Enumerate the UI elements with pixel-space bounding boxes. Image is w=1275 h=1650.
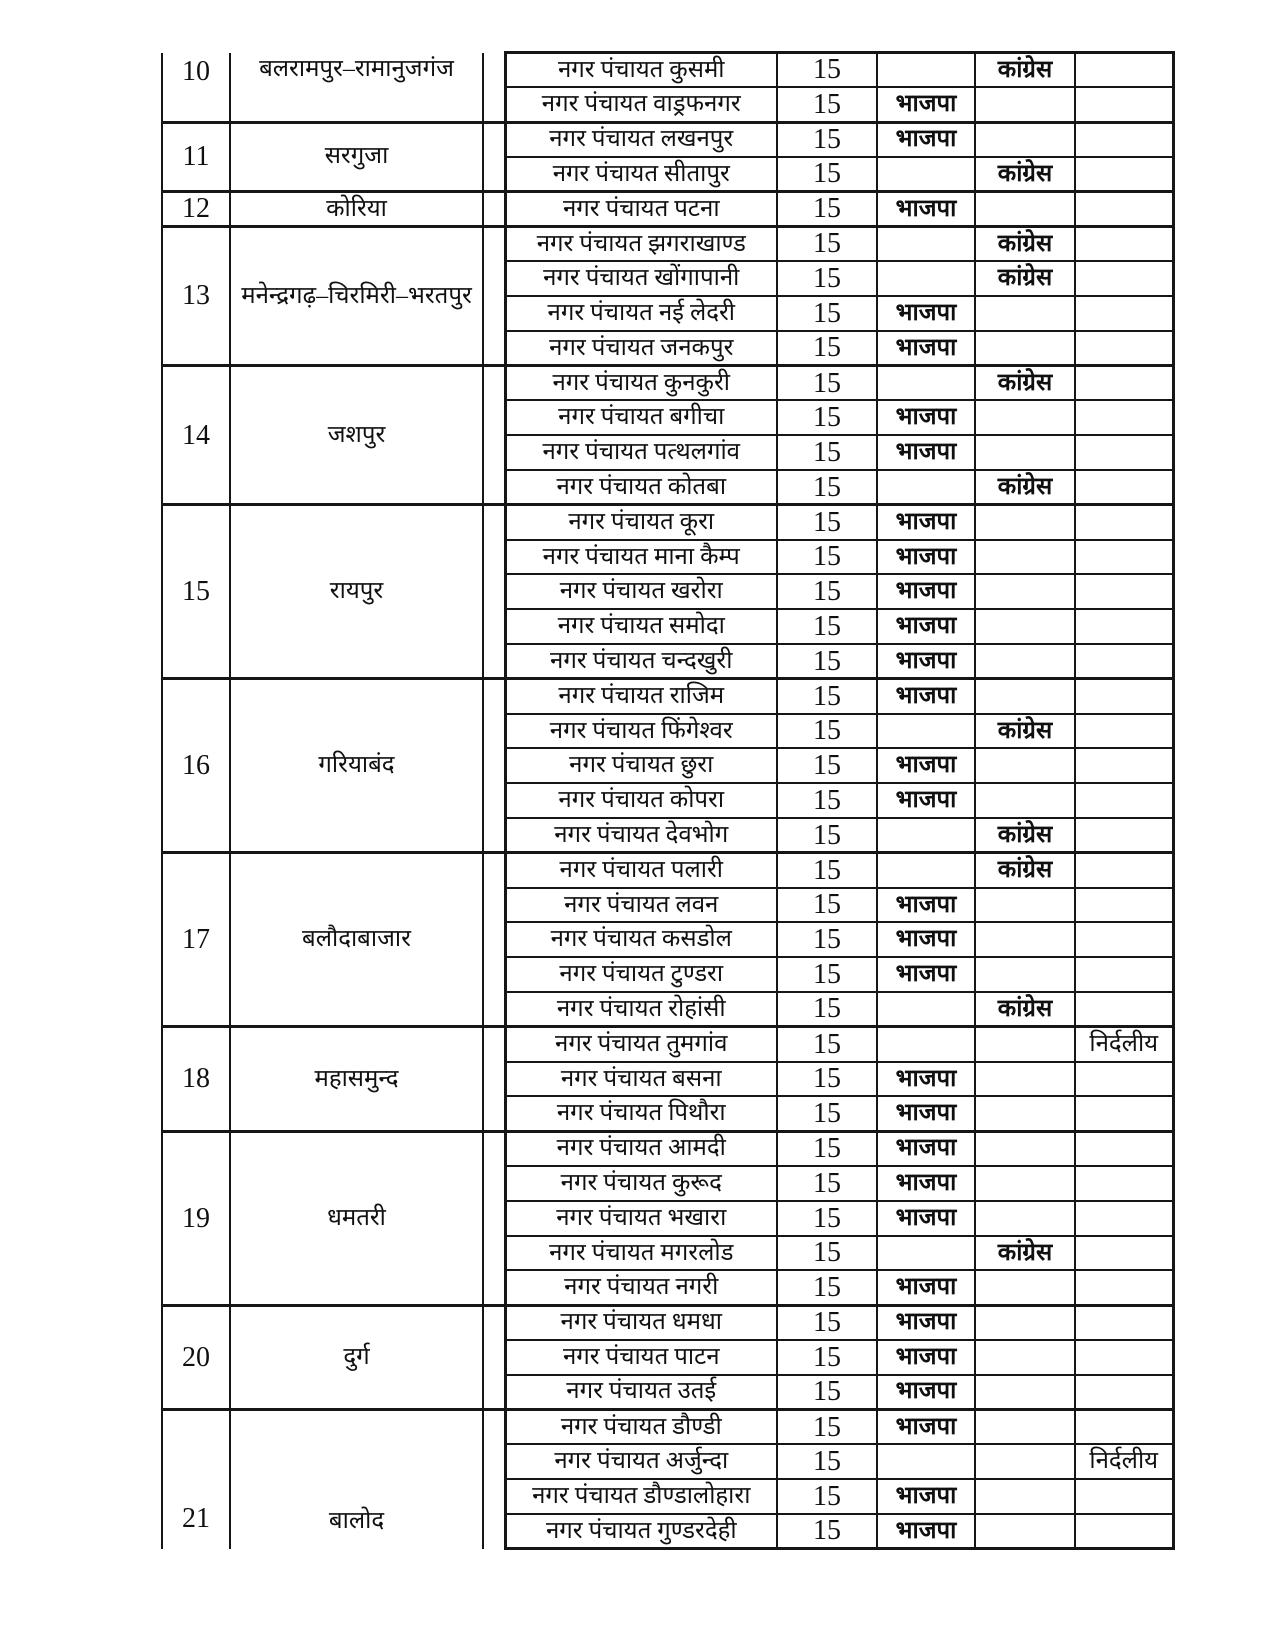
column-gutter (483, 1027, 505, 1131)
congress-result-cell (975, 1027, 1075, 1062)
bjp-result-cell (877, 261, 975, 296)
congress-result-cell: कांग्रेस (975, 470, 1075, 505)
nagar-panchayat-cell: नगर पंचायत कोतबा (505, 470, 777, 505)
independent-result-cell (1075, 261, 1173, 296)
bjp-result-cell: भाजपा (877, 87, 975, 122)
serial-number-cell: 11 (162, 122, 230, 192)
bjp-result-cell: भाजपा (877, 192, 975, 227)
independent-result-cell (1075, 192, 1173, 227)
serial-number-cell: 14 (162, 366, 230, 505)
serial-number-cell: 20 (162, 1305, 230, 1409)
independent-result-cell (1075, 1514, 1173, 1549)
column-gutter (483, 192, 505, 227)
independent-result-cell (1075, 679, 1173, 714)
nagar-panchayat-cell: नगर पंचायत टुण्डरा (505, 957, 777, 992)
congress-result-cell: कांग्रेस (975, 53, 1075, 88)
independent-result-cell (1075, 1131, 1173, 1166)
district-cell: जशपुर (230, 366, 483, 505)
bjp-result-cell (877, 714, 975, 749)
congress-result-cell (975, 1270, 1075, 1305)
seats-cell: 15 (777, 957, 877, 992)
seats-cell: 15 (777, 992, 877, 1027)
seats-cell: 15 (777, 505, 877, 540)
district-cell: बलौदाबाजार (230, 853, 483, 1027)
congress-result-cell (975, 505, 1075, 540)
bjp-result-cell (877, 1236, 975, 1271)
congress-result-cell (975, 783, 1075, 818)
nagar-panchayat-cell: नगर पंचायत सीतापुर (505, 157, 777, 192)
column-gutter (483, 505, 505, 679)
congress-result-cell (975, 1479, 1075, 1514)
independent-result-cell (1075, 400, 1173, 435)
nagar-panchayat-cell: नगर पंचायत अर्जुन्दा (505, 1444, 777, 1479)
independent-result-cell (1075, 1062, 1173, 1097)
congress-result-cell: कांग्रेस (975, 818, 1075, 853)
nagar-panchayat-cell: नगर पंचायत फिंगेश्वर (505, 714, 777, 749)
seats-cell: 15 (777, 1166, 877, 1201)
bjp-result-cell: भाजपा (877, 1270, 975, 1305)
seats-cell: 15 (777, 1444, 877, 1479)
seats-cell: 15 (777, 783, 877, 818)
nagar-panchayat-cell: नगर पंचायत धमधा (505, 1305, 777, 1340)
bjp-result-cell: भाजपा (877, 679, 975, 714)
congress-result-cell (975, 1096, 1075, 1131)
nagar-panchayat-cell: नगर पंचायत पटना (505, 192, 777, 227)
seats-cell: 15 (777, 1305, 877, 1340)
independent-result-cell (1075, 748, 1173, 783)
nagar-panchayat-cell: नगर पंचायत नई लेदरी (505, 296, 777, 331)
congress-result-cell: कांग्रेस (975, 853, 1075, 888)
independent-result-cell (1075, 296, 1173, 331)
independent-result-cell (1075, 957, 1173, 992)
congress-result-cell: कांग्रेस (975, 1236, 1075, 1271)
congress-result-cell (975, 679, 1075, 714)
independent-result-cell (1075, 1236, 1173, 1271)
seats-cell: 15 (777, 1131, 877, 1166)
seats-cell: 15 (777, 853, 877, 888)
bjp-result-cell (877, 1027, 975, 1062)
independent-result-cell (1075, 783, 1173, 818)
congress-result-cell (975, 1305, 1075, 1340)
independent-result-cell: निर्दलीय (1075, 1444, 1173, 1479)
seats-cell: 15 (777, 748, 877, 783)
independent-result-cell (1075, 87, 1173, 122)
independent-result-cell (1075, 922, 1173, 957)
nagar-panchayat-cell: नगर पंचायत पलारी (505, 853, 777, 888)
congress-result-cell: कांग्रेस (975, 714, 1075, 749)
bjp-result-cell: भाजपा (877, 1062, 975, 1097)
bjp-result-cell (877, 818, 975, 853)
congress-result-cell (975, 331, 1075, 366)
bjp-result-cell: भाजपा (877, 957, 975, 992)
nagar-panchayat-cell: नगर पंचायत पिथौरा (505, 1096, 777, 1131)
district-cell: गरियाबंद (230, 679, 483, 853)
bjp-result-cell (877, 157, 975, 192)
serial-number-cell: 15 (162, 505, 230, 679)
congress-result-cell (975, 1201, 1075, 1236)
independent-result-cell (1075, 1096, 1173, 1131)
nagar-panchayat-cell: नगर पंचायत माना कैम्प (505, 540, 777, 575)
column-gutter (483, 122, 505, 192)
seats-cell: 15 (777, 122, 877, 157)
seats-cell: 15 (777, 192, 877, 227)
seats-cell: 15 (777, 679, 877, 714)
nagar-panchayat-cell: नगर पंचायत लवन (505, 888, 777, 923)
column-gutter (483, 1410, 505, 1549)
independent-result-cell (1075, 53, 1173, 88)
bjp-result-cell: भाजपा (877, 540, 975, 575)
seats-cell: 15 (777, 261, 877, 296)
bjp-result-cell: भाजपा (877, 922, 975, 957)
bjp-result-cell (877, 853, 975, 888)
independent-result-cell (1075, 122, 1173, 157)
seats-cell: 15 (777, 1479, 877, 1514)
bjp-result-cell: भाजपा (877, 609, 975, 644)
nagar-panchayat-cell: नगर पंचायत छुरा (505, 748, 777, 783)
bjp-result-cell: भाजपा (877, 783, 975, 818)
nagar-panchayat-cell: नगर पंचायत झगराखाण्ड (505, 226, 777, 261)
bjp-result-cell (877, 1444, 975, 1479)
serial-number-cell: 19 (162, 1131, 230, 1305)
nagar-panchayat-cell: नगर पंचायत कोपरा (505, 783, 777, 818)
district-cell: धमतरी (230, 1131, 483, 1305)
bjp-result-cell: भाजपा (877, 644, 975, 679)
independent-result-cell (1075, 435, 1173, 470)
independent-result-cell (1075, 992, 1173, 1027)
nagar-panchayat-cell: नगर पंचायत डौण्डी (505, 1410, 777, 1445)
bjp-result-cell: भाजपा (877, 1305, 975, 1340)
nagar-panchayat-cell: नगर पंचायत खरोरा (505, 574, 777, 609)
congress-result-cell (975, 1410, 1075, 1445)
congress-result-cell (975, 1131, 1075, 1166)
independent-result-cell (1075, 609, 1173, 644)
nagar-panchayat-cell: नगर पंचायत मगरलोड (505, 1236, 777, 1271)
congress-result-cell: कांग्रेस (975, 157, 1075, 192)
nagar-panchayat-cell: नगर पंचायत कुसमी (505, 53, 777, 88)
bjp-result-cell (877, 470, 975, 505)
congress-result-cell: कांग्रेस (975, 992, 1075, 1027)
independent-result-cell (1075, 644, 1173, 679)
nagar-panchayat-cell: नगर पंचायत कुरूद (505, 1166, 777, 1201)
column-gutter (483, 853, 505, 1027)
seats-cell: 15 (777, 53, 877, 88)
independent-result-cell (1075, 888, 1173, 923)
nagar-panchayat-cell: नगर पंचायत चन्दखुरी (505, 644, 777, 679)
district-cell: रायपुर (230, 505, 483, 679)
bjp-result-cell (877, 366, 975, 401)
seats-cell: 15 (777, 888, 877, 923)
seats-cell: 15 (777, 1270, 877, 1305)
nagar-panchayat-cell: नगर पंचायत खोंगापानी (505, 261, 777, 296)
independent-result-cell (1075, 157, 1173, 192)
seats-cell: 15 (777, 609, 877, 644)
congress-result-cell (975, 400, 1075, 435)
bjp-result-cell: भाजपा (877, 748, 975, 783)
congress-result-cell (975, 192, 1075, 227)
seats-cell: 15 (777, 331, 877, 366)
seats-cell: 15 (777, 1375, 877, 1410)
independent-result-cell (1075, 331, 1173, 366)
independent-result-cell (1075, 226, 1173, 261)
independent-result-cell: निर्दलीय (1075, 1027, 1173, 1062)
district-cell: महासमुन्द (230, 1027, 483, 1131)
nagar-panchayat-cell: नगर पंचायत नगरी (505, 1270, 777, 1305)
serial-number-cell: 16 (162, 679, 230, 853)
nagar-panchayat-cell: नगर पंचायत लखनपुर (505, 122, 777, 157)
seats-cell: 15 (777, 400, 877, 435)
seats-cell: 15 (777, 296, 877, 331)
bjp-result-cell: भाजपा (877, 574, 975, 609)
seats-cell: 15 (777, 1514, 877, 1549)
independent-result-cell (1075, 714, 1173, 749)
congress-result-cell: कांग्रेस (975, 261, 1075, 296)
independent-result-cell (1075, 1375, 1173, 1410)
independent-result-cell (1075, 853, 1173, 888)
congress-result-cell (975, 1166, 1075, 1201)
bjp-result-cell: भाजपा (877, 1375, 975, 1410)
independent-result-cell (1075, 366, 1173, 401)
serial-number-cell: 21 (162, 1410, 230, 1549)
congress-result-cell (975, 888, 1075, 923)
nagar-panchayat-cell: नगर पंचायत समोदा (505, 609, 777, 644)
independent-result-cell (1075, 1166, 1173, 1201)
nagar-panchayat-cell: नगर पंचायत देवभोग (505, 818, 777, 853)
nagar-panchayat-cell: नगर पंचायत कुनकुरी (505, 366, 777, 401)
nagar-panchayat-cell: नगर पंचायत जनकपुर (505, 331, 777, 366)
congress-result-cell (975, 1514, 1075, 1549)
bjp-result-cell: भाजपा (877, 1096, 975, 1131)
bjp-result-cell: भाजपा (877, 888, 975, 923)
seats-cell: 15 (777, 922, 877, 957)
nagar-panchayat-cell: नगर पंचायत राजिम (505, 679, 777, 714)
congress-result-cell (975, 122, 1075, 157)
seats-cell: 15 (777, 1410, 877, 1445)
serial-number-cell: 18 (162, 1027, 230, 1131)
bjp-result-cell: भाजपा (877, 1479, 975, 1514)
serial-number-cell: 13 (162, 226, 230, 365)
seats-cell: 15 (777, 470, 877, 505)
seats-cell: 15 (777, 1096, 877, 1131)
seats-cell: 15 (777, 226, 877, 261)
independent-result-cell (1075, 1410, 1173, 1445)
column-gutter (483, 1305, 505, 1409)
nagar-panchayat-cell: नगर पंचायत गुण्डरदेही (505, 1514, 777, 1549)
bjp-result-cell: भाजपा (877, 1410, 975, 1445)
seats-cell: 15 (777, 574, 877, 609)
congress-result-cell (975, 644, 1075, 679)
bjp-result-cell: भाजपा (877, 435, 975, 470)
district-cell: सरगुजा (230, 122, 483, 192)
column-gutter (483, 679, 505, 853)
column-gutter (483, 226, 505, 365)
seats-cell: 15 (777, 1201, 877, 1236)
district-cell: मनेन्द्रगढ़–चिरमिरी–भरतपुर (230, 226, 483, 365)
nagar-panchayat-cell: नगर पंचायत कूरा (505, 505, 777, 540)
bjp-result-cell: भाजपा (877, 400, 975, 435)
column-gutter (483, 366, 505, 505)
bjp-result-cell: भाजपा (877, 331, 975, 366)
serial-number-cell: 17 (162, 853, 230, 1027)
congress-result-cell (975, 748, 1075, 783)
nagar-panchayat-cell: नगर पंचायत वाड्रफनगर (505, 87, 777, 122)
independent-result-cell (1075, 1201, 1173, 1236)
independent-result-cell (1075, 470, 1173, 505)
independent-result-cell (1075, 574, 1173, 609)
seats-cell: 15 (777, 435, 877, 470)
bjp-result-cell: भाजपा (877, 1166, 975, 1201)
seats-cell: 15 (777, 1027, 877, 1062)
independent-result-cell (1075, 818, 1173, 853)
congress-result-cell (975, 1444, 1075, 1479)
column-gutter (483, 1131, 505, 1305)
nagar-panchayat-cell: नगर पंचायत बसना (505, 1062, 777, 1097)
congress-result-cell (975, 296, 1075, 331)
column-gutter (483, 53, 505, 123)
seats-cell: 15 (777, 818, 877, 853)
independent-result-cell (1075, 1305, 1173, 1340)
nagar-panchayat-cell: नगर पंचायत कसडोल (505, 922, 777, 957)
seats-cell: 15 (777, 540, 877, 575)
nagar-panchayat-cell: नगर पंचायत तुमगांव (505, 1027, 777, 1062)
independent-result-cell (1075, 505, 1173, 540)
bjp-result-cell: भाजपा (877, 1201, 975, 1236)
seats-cell: 15 (777, 644, 877, 679)
bjp-result-cell: भाजपा (877, 1514, 975, 1549)
congress-result-cell (975, 609, 1075, 644)
seats-cell: 15 (777, 157, 877, 192)
independent-result-cell (1075, 540, 1173, 575)
nagar-panchayat-cell: नगर पंचायत रोहांसी (505, 992, 777, 1027)
bjp-result-cell: भाजपा (877, 1131, 975, 1166)
independent-result-cell (1075, 1479, 1173, 1514)
congress-result-cell (975, 574, 1075, 609)
nagar-panchayat-cell: नगर पंचायत पाटन (505, 1340, 777, 1375)
seats-cell: 15 (777, 714, 877, 749)
nagar-panchayat-cell: नगर पंचायत भखारा (505, 1201, 777, 1236)
congress-result-cell: कांग्रेस (975, 366, 1075, 401)
congress-result-cell (975, 957, 1075, 992)
district-cell: बलरामपुर–रामानुजगंज (230, 53, 483, 123)
district-cell: बालोद (230, 1410, 483, 1549)
serial-number-cell: 12 (162, 192, 230, 227)
bjp-result-cell: भाजपा (877, 1340, 975, 1375)
district-cell: कोरिया (230, 192, 483, 227)
bjp-result-cell (877, 226, 975, 261)
seats-cell: 15 (777, 1236, 877, 1271)
serial-number-cell: 10 (162, 53, 230, 123)
congress-result-cell: कांग्रेस (975, 226, 1075, 261)
seats-cell: 15 (777, 366, 877, 401)
bjp-result-cell: भाजपा (877, 505, 975, 540)
nagar-panchayat-cell: नगर पंचायत उतई (505, 1375, 777, 1410)
election-results-table (161, 51, 1175, 1550)
nagar-panchayat-cell: नगर पंचायत पत्थलगांव (505, 435, 777, 470)
independent-result-cell (1075, 1270, 1173, 1305)
seats-cell: 15 (777, 1062, 877, 1097)
congress-result-cell (975, 1340, 1075, 1375)
bjp-result-cell: भाजपा (877, 122, 975, 157)
independent-result-cell (1075, 1340, 1173, 1375)
bjp-result-cell (877, 992, 975, 1027)
nagar-panchayat-cell: नगर पंचायत आमदी (505, 1131, 777, 1166)
seats-cell: 15 (777, 1340, 877, 1375)
district-cell: दुर्ग (230, 1305, 483, 1409)
congress-result-cell (975, 922, 1075, 957)
bjp-result-cell: भाजपा (877, 296, 975, 331)
congress-result-cell (975, 540, 1075, 575)
congress-result-cell (975, 435, 1075, 470)
seats-cell: 15 (777, 87, 877, 122)
nagar-panchayat-cell: नगर पंचायत डौण्डालोहारा (505, 1479, 777, 1514)
congress-result-cell (975, 1375, 1075, 1410)
congress-result-cell (975, 1062, 1075, 1097)
bjp-result-cell (877, 53, 975, 88)
nagar-panchayat-cell: नगर पंचायत बगीचा (505, 400, 777, 435)
congress-result-cell (975, 87, 1075, 122)
